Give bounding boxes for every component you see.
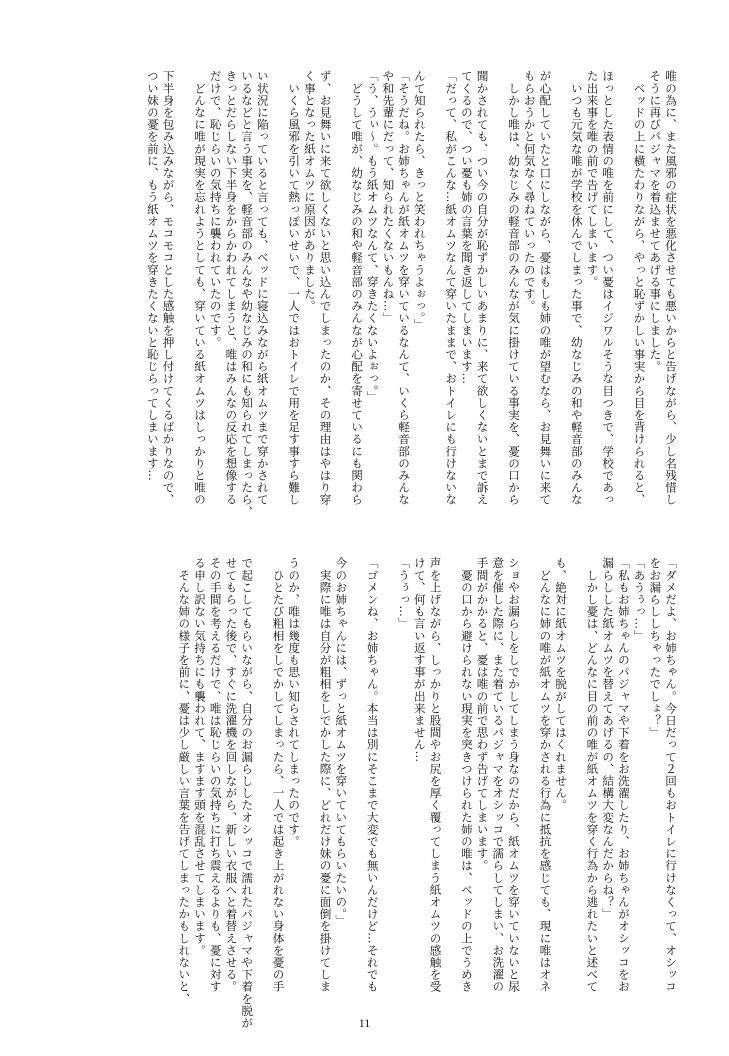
text-line: そうに再びパジャマを着込ませてあげる事にしました。 (648, 70, 663, 373)
text-line: せてもらった後で、すぐに洗濯機を回しながら、新しい衣服へと着替えさせる。 (224, 557, 239, 993)
text-line: や和先輩にだって、知られたくないもんね…」 (381, 70, 396, 325)
text-line: 意を催した際に、また着ているパジャマをオシッコで濡らしてしまい、お洗濯の (491, 557, 506, 993)
text-line: 「だって、私がこんな…紙オムツなんて穿いたままで、おトイレにも行けないな (444, 70, 459, 506)
text-line: 手間がかかると、憂は唯の前で思わず告げてしまいます。 (475, 557, 490, 872)
text-line: 漏らしした紙オムツを替えてあげるの、結構大変なんだからね？」 (601, 557, 616, 920)
text-line: そんな姉の様子を前に、憂は少し厳しい言葉を告げてしまったかもしれないと、 (177, 557, 192, 1005)
text-line: どんなに唯が現実を忘れようとしても、穿いている紙オムツはしっかりと唯の (193, 70, 207, 506)
text-line: 「う、うぃ～。もう紙オムツなんて、穿きたくないよぉっ。」 (365, 70, 380, 403)
text-line: が心配していたと口にしながら、憂はもしも姉の唯が望むなら、お見舞いに来て (538, 70, 553, 506)
text-line: ほっとした表情の唯を前にして、つい憂はイジワルそうな目つきで、学校であっ (601, 70, 616, 506)
text-line: で起こしてもらいながら、自分のお漏らししたオシッコで濡れたパジャマや下着を脱が (240, 557, 255, 1029)
text-line: その手間を考えるだけで、唯は恥じらいの気持ちに打ち震えるよりも、憂に対す (208, 557, 223, 993)
text-line: けて、何も言い返す事が出来ません… (412, 557, 427, 763)
text-line: い状況に陥っていると言っても、ベッドに寝込みながら紙オムツまで穿かされて (255, 70, 270, 506)
text-line: いつも元気な唯が学校を休んでしまった事で、幼なじみの和や軽音部のみんな (569, 70, 584, 506)
text-line: 実際に唯は自分が粗相をしでかした際に、どれだけ妹の憂に面倒を掛けてしま (318, 557, 333, 993)
text-line: 「ダメだよ、お姉ちゃん。今日だって２回もおトイレに行けなくって、オシッコ (664, 557, 678, 993)
text-line: をお漏らししちゃったでしょ？」 (648, 557, 663, 739)
text-line: きっとだらしない下半身をからかわれてしまうと、唯はみんなの反応を想像する (224, 70, 239, 506)
text-line: た出来事を唯の前で告げてしまいます。 (585, 70, 600, 288)
text-line: てくるので、つい憂も姉の言葉を聞き返してしまいます… (459, 70, 474, 385)
text-line: いるなどと言う事実を、軽音部のみんなや幼なじみの和にも知られてしまったら、 (240, 70, 255, 518)
text-line: もらおうかと何気なく尋ねていったのです。 (522, 70, 537, 312)
text-line: だけで、恥じらいの気持ちに襲われていたのです。 (208, 70, 223, 349)
text-line: く事となった紙オムツに原因がありました。 (302, 70, 317, 312)
text-line: ベッドの上に横たわりながら、やっと恥ずかしい事実から目を背けられると、 (632, 70, 647, 506)
text-line: 下半身を包み込みながら、モコモコとした感触を押し付けてくるばかりなので、 (161, 70, 176, 506)
text-line: んて知られたら、きっと笑われちゃうよぉっ。」 (412, 70, 427, 331)
page-number: 11 (358, 1016, 371, 1030)
text-line: 「あうぅっ…」 (632, 557, 647, 642)
text-line: つい妹の憂を前に、もう紙オムツを穿きたくないと恥じらってしまいます… (145, 70, 160, 482)
top-text-block (48, 70, 678, 532)
text-line: ひとたび粗相をしでかしてしまったら、一人では起き上がれない身体を憂の手 (271, 557, 286, 993)
text-line: 声を上げながら、しっかりと股間やお尻を厚く覆ってしまう紙オムツの感触を受 (428, 557, 443, 993)
text-line: 聞かされても、つい今の自分が恥ずかしいあまりに、来て欲しくないとまで訴え (475, 70, 490, 506)
text-line: 今のお姉ちゃんには、ずっと紙オムツを穿いていてもらいたいの。」 (334, 557, 349, 927)
text-line: ショやお漏らしをしでかしてしまう身なのだから、紙オムツを穿いていないと尿 (507, 557, 521, 993)
text-line: どんなに姉の唯が紙オムツを穿かされる行為に抵抗を感じても、現に唯はオネ (538, 557, 553, 993)
text-line: 「うぅっ…」 (397, 557, 412, 630)
text-line: 「私もお姉ちゃんのパジャマや下着をお洗濯したり、お姉ちゃんがオシッコをお (616, 557, 631, 993)
text-line: しかし憂は、どんなに目の前の唯が紙オムツを穿く行為から逃れたいと述べて (585, 557, 600, 993)
text-line: ず、お見舞いに来て欲しくないと思い込んでしまったのか、その理由はやはり穿 (318, 70, 333, 506)
text-line: どうして唯が、幼なじみの和や軽音部のみんなが心配を寄せているにも関わら (350, 70, 364, 506)
text-line: しかし唯は、幼なじみの軽音部のみんなが気に掛けている事実を、憂の口から (507, 70, 521, 506)
text-line: 唯の為に、また風邪の症状を悪化させても悪いからと告げながら、少し名残惜し (664, 70, 678, 506)
text-line: 憂の口から避けられない現実を突きつけられた姉の唯は、ベッドの上でうめき (459, 557, 474, 993)
text-line: も、絶対に紙オムツを脱がしてはくれません。 (554, 557, 569, 812)
text-line: 「そうだね。お姉ちゃんが紙オムツを穿いているなんて、いくら軽音部のみんな (397, 70, 412, 506)
text-line: る申し訳ない気持ちにも襲われて、ますます頭を混乱させてしまいます。 (193, 557, 208, 957)
text-line: 「ゴメンね、お姉ちゃん。本当は別にそこまで大変でも無いんだけど…それでも (365, 557, 380, 993)
text-line: うのか、唯は幾度も思い知らされてしまったのです。 (287, 557, 302, 848)
text-line: いくら風邪を引いて熱っぽいせいで、一人ではおトイレで用を足す事すら難し (287, 70, 302, 506)
